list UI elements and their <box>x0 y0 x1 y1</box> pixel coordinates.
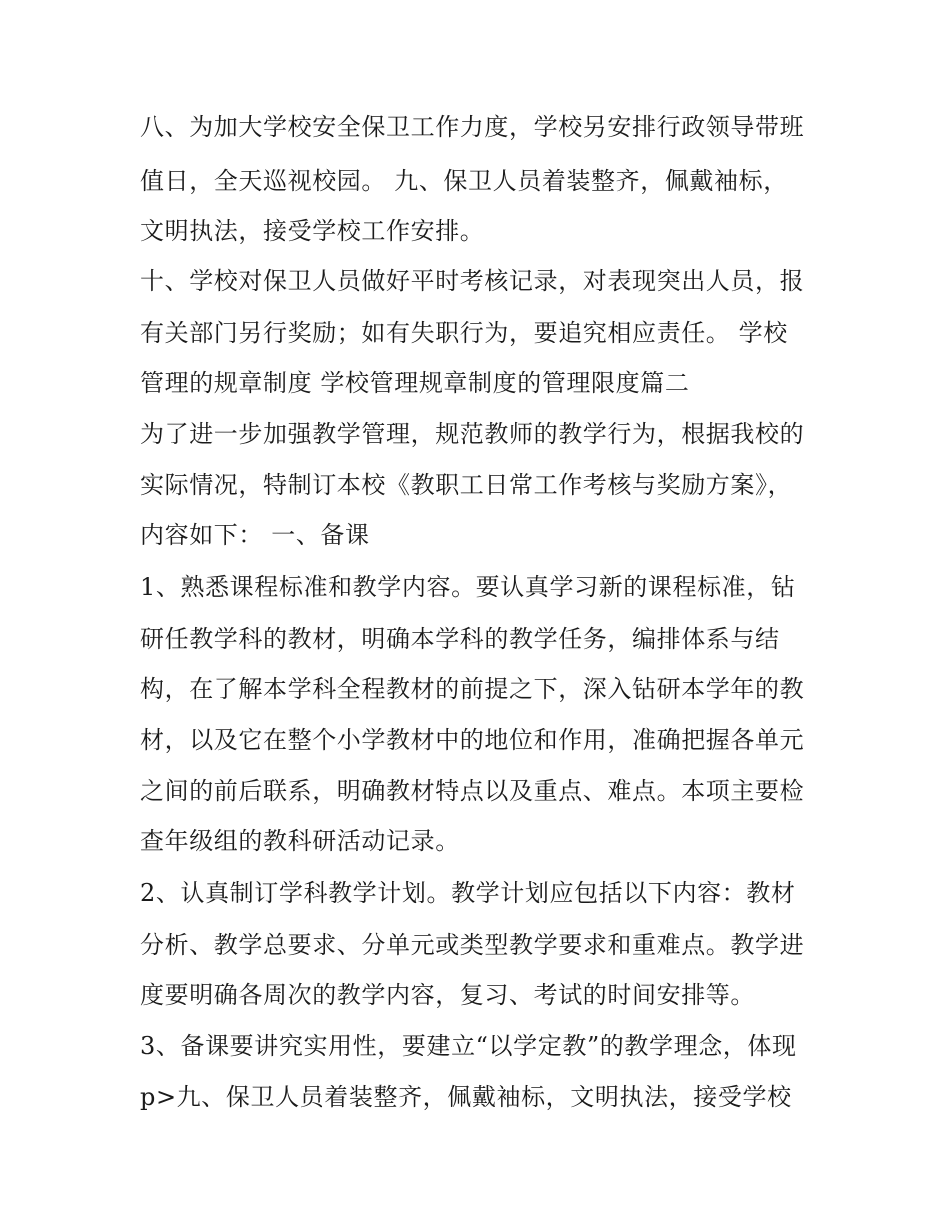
text-line: 之间的前后联系，明确教材特点以及重点、难点。本项主要检 <box>140 777 805 805</box>
text-line: 2、认真制订学科教学计划。教学计划应包括以下内容：教材 <box>140 879 796 907</box>
text-line: 研任教学科的教材，明确本学科的教学任务，编排体系与结 <box>140 625 780 653</box>
text-line: 构，在了解本学科全程教材的前提之下，深入钻研本学年的教 <box>140 675 805 703</box>
text-line: 八、为加大学校安全保卫工作力度，学校另安排行政领导带班 <box>140 113 805 141</box>
text-line: p>九、保卫人员着装整齐，佩戴袖标，文明执法，接受学校 <box>140 1083 792 1111</box>
text-line: 为了进一步加强教学管理，规范教师的教学行为，根据我校的 <box>140 420 805 448</box>
text-line: 材，以及它在整个小学教材中的地位和作用，准确把握各单元 <box>140 726 805 754</box>
text-line: 十、学校对保卫人员做好平时考核记录，对表现突出人员，报 <box>140 267 805 295</box>
text-line: 有关部门另行奖励；如有失职行为，要追究相应责任。 学校 <box>140 319 788 347</box>
text-line: 实际情况，特制订本校《教职工日常工作考核与奖励方案》， <box>140 471 793 499</box>
text-line: 3、备课要讲究实用性，要建立“以学定教”的教学理念，体现 <box>140 1032 797 1060</box>
text-line: 查年级组的教科研活动记录。 <box>140 827 460 855</box>
text-line: 内容如下： 一、备课 <box>140 521 370 549</box>
text-line: 值日，全天巡视校园。 九、保卫人员着装整齐，佩戴袖标， <box>140 167 788 195</box>
text-line: 分析、教学总要求、分单元或类型教学要求和重难点。教学进 <box>140 931 805 959</box>
text-line: 1、熟悉课程标准和教学内容。要认真学习新的课程标准，钻 <box>140 573 796 601</box>
text-line: 度要明确各周次的教学内容，复习、考试的时间安排等。 <box>140 981 755 1009</box>
text-line: 管理的规章制度 学校管理规章制度的管理限度篇二 <box>140 369 690 397</box>
text-line: 文明执法，接受学校工作安排。 <box>140 217 485 245</box>
